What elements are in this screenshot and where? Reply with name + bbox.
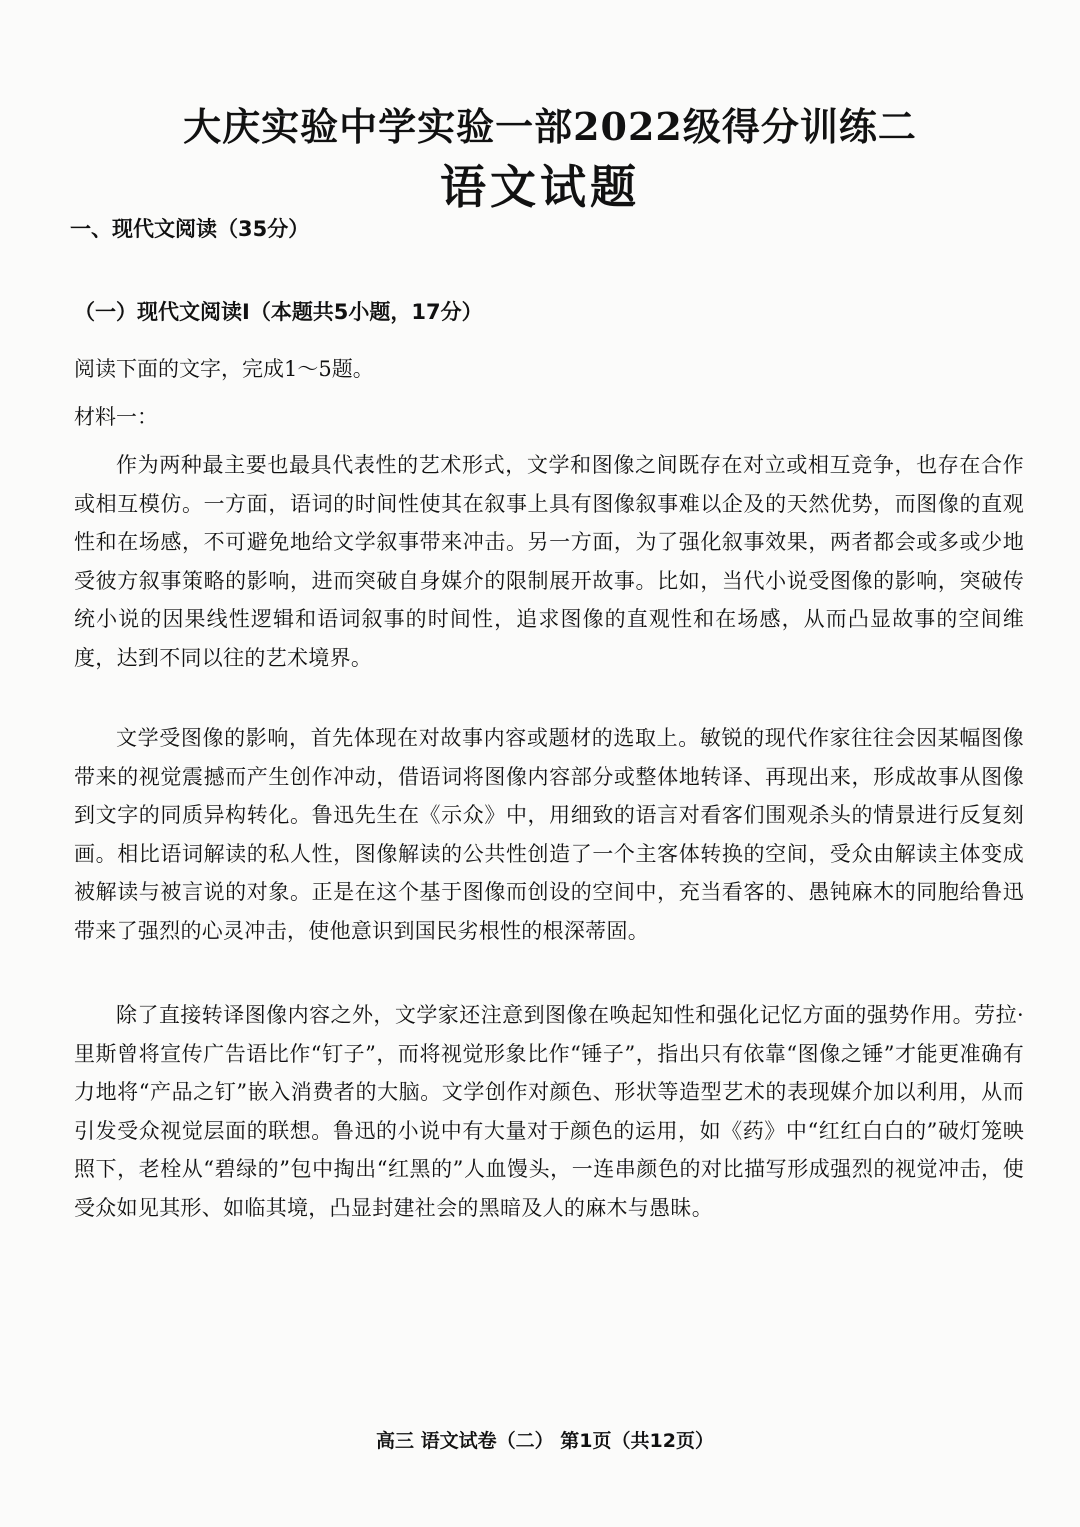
reading-instruction: 阅读下面的文字，完成1～5题。 [74,357,374,381]
subsection-heading: （一）现代文阅读Ⅰ（本题共5小题，17分） [74,300,483,324]
school-title: 大庆实验中学实验一部2022级得分训练二 [183,104,917,149]
section-heading: 一、现代文阅读（35分） [70,217,310,241]
passage-paragraph-2: 文学受图像的影响，首先体现在对故事内容或题材的选取上。敏锐的现代作家往往会因某幅图像带来的视觉震撼而产生创作冲动，借语词将图像内容部分或整体地转译、再现出来，形成故事从图像到文字的同质异构转化。鲁迅先生在《示众》中，用细致的语言对看客们围观杀头的情景进行反复刻画。相比语词解读的私人性，图像解读的公共性创造了一个主客体转换的空间，受众由解读主体变成被解读与被言说的对象。正是在这个基于图像而创设的空间中，充当看客的、愚钝麻木的同胞给鲁迅带来了强烈的心灵冲击，使他意识到国民劣根性的根深蒂固。 [74,726,1024,943]
passage-paragraph-1: 作为两种最主要也最具代表性的艺术形式，文学和图像之间既存在对立或相互竞争，也存在合作或相互模仿。一方面，语词的时间性使其在叙事上具有图像叙事难以企及的天然优势，而图像的直观性和在场感，不可避免地给文学叙事带来冲击。另一方面，为了强化叙事效果，两者都会或多或少地受彼方叙事策略的影响，进而突破自身媒介的限制展开故事。比如，当代小说受图像的影响，突破传统小说的因果线性逻辑和语词叙事的时间性，追求图像的直观性和在场感，从而凸显故事的空间维度，达到不同以往的艺术境界。 [74,453,1024,670]
passage-paragraph-3: 除了直接转译图像内容之外，文学家还注意到图像在唤起知性和强化记忆方面的强势作用。劳拉·里斯曾将宣传广告语比作“钉子”，而将视觉形象比作“锤子”，指出只有依靠“图像之锤”才能更准确有力地将“产品之钉”嵌入消费者的大脑。文学创作对颜色、形状等造型艺术的表现媒介加以利用，从而引发受众视觉层面的联想。鲁迅的小说中有大量对于颜色的运用，如《药》中“红红白白的”破灯笼映照下，老栓从“碧绿的”包中掏出“红黑的”人血馒头，一连串颜色的对比描写形成强烈的视觉冲击，使受众如见其形、如临其境，凸显封建社会的黑暗及人的麻木与愚昧。 [74,1003,1024,1220]
material-label: 材料一： [74,405,158,429]
page-footer: 高三 语文试卷（二） 第1页（共12页） [376,1430,714,1452]
exam-title: 语文试题 [440,160,640,214]
